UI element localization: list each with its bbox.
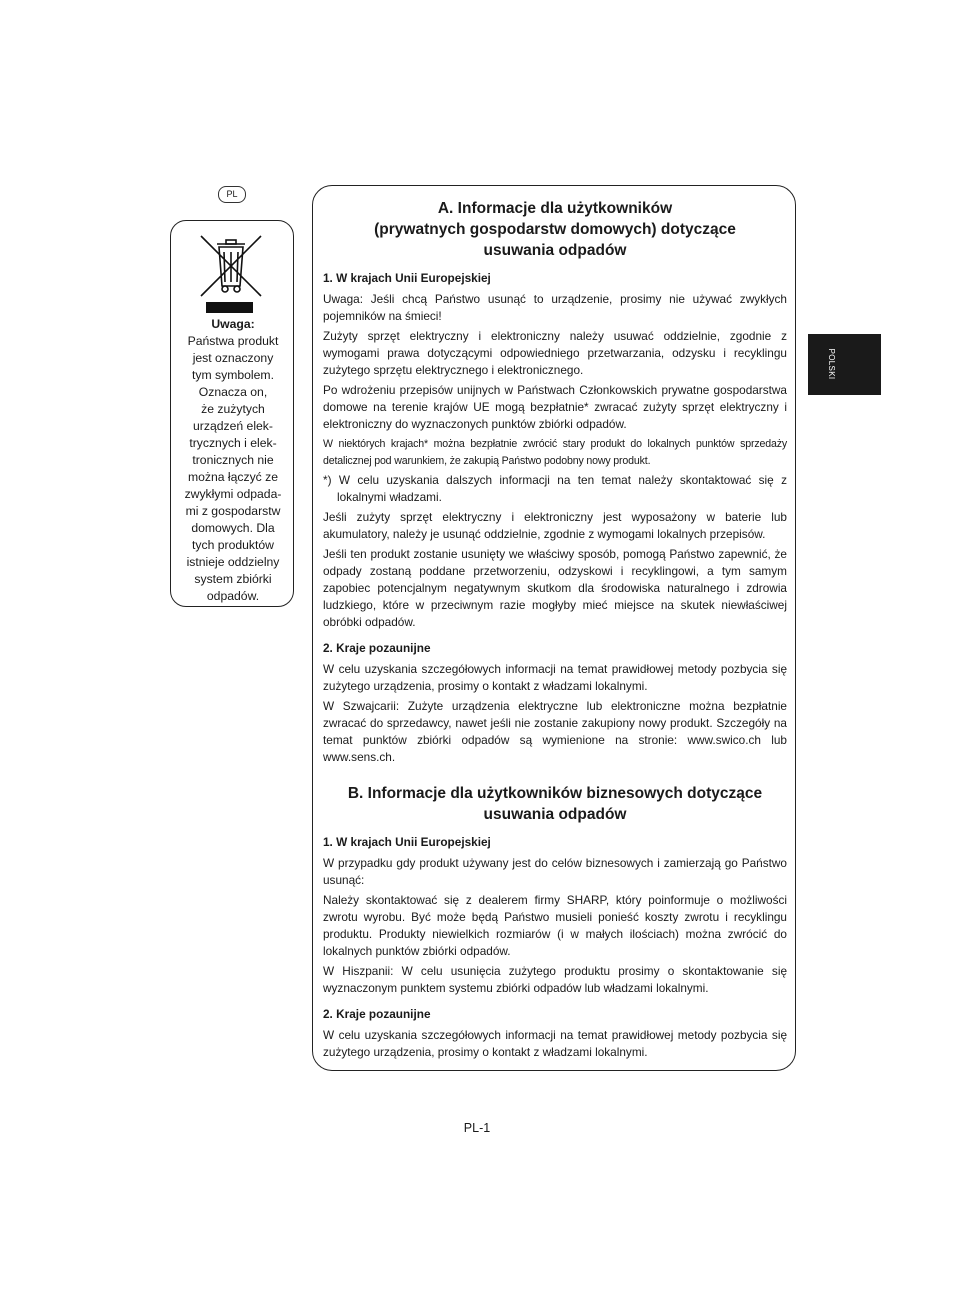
paragraph: W przypadku gdy produkt używany jest do celów biznesowych i zamierzają go Państwo usunąć: [323,856,787,887]
notice-line: jest oznaczony [192,351,274,365]
section-a-non-eu-heading: 2. Kraje pozaunijne [323,641,431,655]
notice-line: Państwa produkt [187,334,279,348]
notice-line: tych produktów [192,538,274,552]
section-b-non-eu-heading: 2. Kraje pozaunijne [323,1007,431,1021]
paragraph: W celu uzyskania szczegółowych informacji na temat prawidłowej metody pozbycia się zużytego urządzenia, prosimy o kontakt z władzami lokalnymi. [323,1028,787,1059]
section-b-eu-heading: 1. W krajach Unii Europejskiej [323,835,491,849]
main-content-box [312,185,796,1071]
notice-line: trycznych i elek- [189,436,277,450]
notice-line: mi z gospodarstw [185,504,281,518]
notice-title: Uwaga: [211,317,255,331]
title-line: usuwania odpadów [483,806,627,823]
paragraph: Jeśli zużyty sprzęt elektryczny i elektroniczny jest wyposażony w baterie lub akumulatory, należy je usunąć oddzielnie, zgodnie z wymogami lokalnych przepisów. [323,510,787,541]
black-bar-marker [206,302,253,313]
title-line: (prywatnych gospodarstw domowych) dotyczące [374,221,736,238]
notice-line: odpadów. [206,589,260,603]
section-a-title [323,198,787,261]
paragraph: Jeśli ten produkt zostanie usunięty we właściwy sposób, pomogą Państwo zapewnić, że odpady zostaną poddane przetworzeniu, odzyskowi i recyklingowi, a tym samym zapobiec potencjalnym negatywnym skutkom dla środowiska naturalnego i zdrowia ludzkiego, które w przeciwnym razie mogłyby mieć miejsce na skutek niewłaściwej obróbki odpadów. [323,547,787,629]
language-badge: PL [218,186,246,203]
paragraph: W niektórych krajach* można bezpłatnie zwrócić stary produkt do lokalnych punktów sprzedaży detalicznej pod warunkiem, że zakupią Państwo podobny nowy produkt. [323,438,787,467]
title-line: B. Informacje dla użytkowników biznesowych dotyczące [347,785,763,802]
paragraph: W Szwajcarii: Zużyte urządzenia elektryczne lub elektroniczne można bezpłatnie zwracać do sprzedawcy, nawet jeśli nie zostanie zakupiony nowy produkt. Szczegóły na temat punktów zbiórki odpadów są wymienione na stronie: www.swico.ch lub www.sens.ch. [323,699,787,764]
crossed-out-wheelie-bin-icon [195,230,267,302]
title-line: A. Informacje dla użytkowników [437,200,673,217]
weee-notice-text [175,316,291,605]
notice-line: tym symbolem. [192,368,274,382]
notice-line: urządzeń elek- [193,419,273,433]
notice-line: system zbiórki [194,572,272,586]
notice-line: zwykłymi odpada- [184,487,282,501]
weee-notice-box [170,220,294,607]
section-a-eu-heading: 1. W krajach Unii Europejskiej [323,271,491,285]
language-tab [808,334,881,395]
paragraph: Po wdrożeniu przepisów unijnych w Państwach Członkowskich prywatne gospodarstwa domowe na terenie krajów UE mogą bezpłatnie* zwracać zużyty sprzęt elektryczny i elektroniczny do wyznaczonych punktów zbiórki odpadów. [323,383,787,431]
notice-line: że zużytych [201,402,265,416]
footnote: *) W celu uzyskania dalszych informacji na ten temat należy skontaktować się z lokalnymi władzami. [323,473,787,504]
notice-line: Oznacza on, [198,385,268,399]
paragraph: Należy skontaktować się z dealerem firmy SHARP, który poinformuje o możliwości zwrotu wyrobu. Być może będą Państwo musieli ponieść koszty zwrotu i recyklingu produktu. Produkty niewielkich rozmiarów (i w małych ilościach) można zwrócić do lokalnych punktów zbiórki odpadów. [323,893,787,958]
notice-line: domowych. Dla [191,521,275,535]
title-line: usuwania odpadów [483,242,627,259]
notice-line: można łączyć ze [187,470,279,484]
page-number: PL-1 [463,1121,491,1135]
language-tab-label: POLSKI [826,348,836,380]
paragraph: Zużyty sprzęt elektryczny i elektroniczny należy usuwać oddzielnie, zgodnie z wymogami prawa dotyczącymi odpowiedniego przetwarzania, odzysku i recyklingu zużytego sprzętu elektrycznego i elektronicznego. [323,329,787,377]
paragraph: Uwaga: Jeśli chcą Państwo usunąć to urządzenie, prosimy nie używać zwykłych pojemników na śmieci! [323,292,787,323]
paragraph: W celu uzyskania szczegółowych informacji na temat prawidłowej metody pozbycia się zużytego urządzenia, prosimy o kontakt z władzami lokalnymi. [323,662,787,693]
notice-line: tronicznych nie [192,453,274,467]
notice-line: istnieje oddzielny [186,555,280,569]
section-b-title [323,783,787,825]
paragraph: W Hiszpanii: W celu usunięcia zużytego produktu prosimy o skontaktowanie się wyznaczonym punktem systemu zbiórki odpadów lub władzami lokalnymi. [323,964,787,995]
